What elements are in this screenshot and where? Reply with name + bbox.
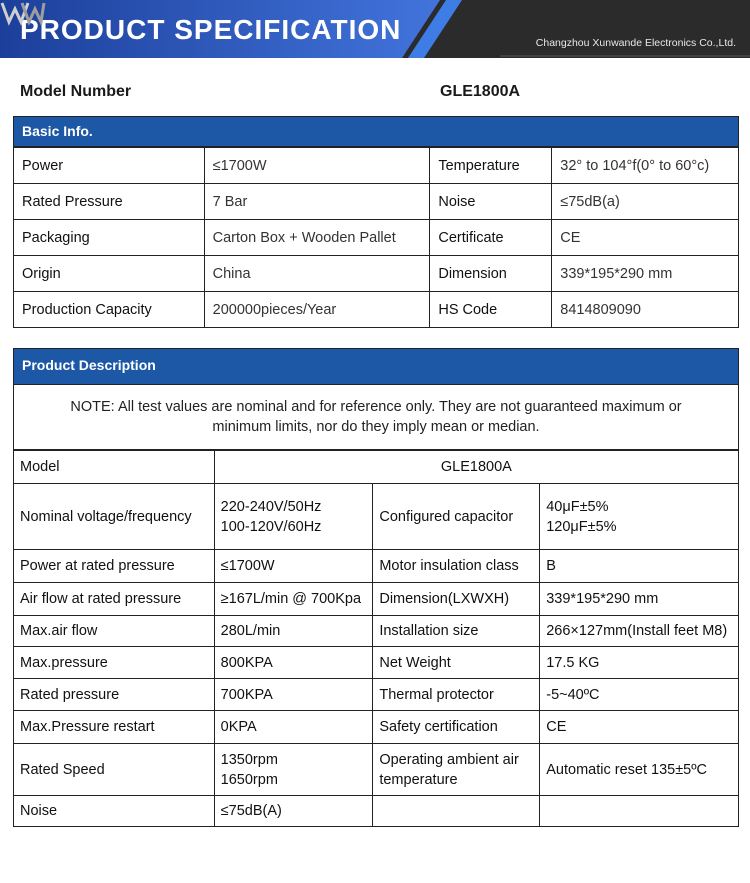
header-banner <box>0 0 750 58</box>
table-row <box>14 451 739 484</box>
cell-line: Net Weight <box>379 654 451 671</box>
spec-value <box>540 744 739 796</box>
spec-value: CE <box>552 220 739 256</box>
table-row <box>14 744 739 796</box>
spec-label <box>373 796 540 827</box>
model-number-row <box>20 83 730 105</box>
spec-value <box>540 616 739 647</box>
disclaimer-note <box>13 385 739 450</box>
cell-line: 800KPA <box>220 654 273 671</box>
spec-value <box>214 744 373 796</box>
spec-value: 7 Bar <box>204 184 430 220</box>
table-row <box>14 711 739 744</box>
cell-line: 220-240V/50Hz <box>220 498 322 515</box>
cell-line: Motor insulation class <box>379 558 519 574</box>
cell-line: 700KPA <box>220 686 273 703</box>
spec-label <box>373 583 540 616</box>
cell-line: CE <box>546 719 567 735</box>
cell-line: 339*195*290 mm <box>546 591 659 607</box>
cell-line: Rated Speed <box>20 761 105 778</box>
spec-label: HS Code <box>430 292 552 328</box>
spec-value: ≤1700W <box>204 148 430 184</box>
spec-label <box>14 616 215 647</box>
basic-info-table <box>13 147 739 328</box>
product-description-heading: Product Description <box>13 348 739 385</box>
cell-line: 1350rpm <box>220 751 278 768</box>
spec-value: ≤75dB(a) <box>552 184 739 220</box>
spec-label <box>373 616 540 647</box>
table-row <box>14 184 739 220</box>
cell-line: Max.pressure <box>20 654 108 671</box>
table-row <box>14 220 739 256</box>
cell-line: 40μF±5% <box>546 498 609 515</box>
cell-line: B <box>546 558 556 574</box>
spec-value <box>540 711 739 744</box>
spec-label: Noise <box>430 184 552 220</box>
spec-value <box>214 550 373 583</box>
spec-value: 200000pieces/Year <box>204 292 430 328</box>
xw-logo-icon <box>0 0 46 26</box>
table-row <box>14 647 739 679</box>
cell-line: Max.air flow <box>20 623 98 639</box>
spec-value <box>540 583 739 616</box>
cell-line: Operating ambient air <box>379 751 519 768</box>
cell-line: 1650rpm <box>220 771 278 788</box>
spec-value <box>214 616 373 647</box>
cell-line: Noise <box>20 803 58 819</box>
spec-label <box>373 744 540 796</box>
spec-label: Packaging <box>14 220 205 256</box>
cell-line: -5~40ºC <box>546 686 600 703</box>
spec-label <box>14 744 215 796</box>
page-title: PRODUCT SPECIFICATION <box>20 14 402 45</box>
cell-line: ≤1700W <box>220 558 275 574</box>
spec-value <box>214 647 373 679</box>
table-row <box>14 616 739 647</box>
basic-info-heading: Basic Info. <box>13 116 739 147</box>
spec-value: Carton Box + Wooden Pallet <box>204 220 430 256</box>
spec-label: Power <box>14 148 205 184</box>
spec-label <box>373 647 540 679</box>
spec-value <box>214 583 373 616</box>
spec-label <box>373 679 540 711</box>
spec-label <box>373 711 540 744</box>
model-number-value: GLE1800A <box>440 83 521 100</box>
spec-label: Dimension <box>430 256 552 292</box>
cell-line: Rated pressure <box>20 686 120 703</box>
cell-line: Configured capacitor <box>379 508 514 525</box>
table-row <box>14 679 739 711</box>
model-number-label: Model Number <box>20 83 132 100</box>
cell-line: Dimension(LXWXH) <box>379 591 510 607</box>
spec-label: Rated Pressure <box>14 184 205 220</box>
spec-label <box>14 583 215 616</box>
spec-value <box>214 679 373 711</box>
cell-line: Automatic reset 135±5ºC <box>546 761 707 778</box>
spec-value <box>214 711 373 744</box>
company-name: Changzhou Xunwande Electronics Co.,Ltd. <box>535 37 736 49</box>
cell-line: 0KPA <box>220 719 257 735</box>
spec-label <box>14 647 215 679</box>
table-row <box>14 484 739 550</box>
spec-value <box>540 647 739 679</box>
cell-line: 280L/min <box>220 623 281 639</box>
model-value: GLE1800A <box>214 451 738 484</box>
product-description-table <box>13 450 739 827</box>
spec-label: Origin <box>14 256 205 292</box>
cell-line: Thermal protector <box>379 686 494 703</box>
cell-line: Power at rated pressure <box>20 558 175 574</box>
note-line: NOTE: All test values are nominal and for reference only. They are not guaranteed maximum or <box>70 399 682 415</box>
spec-value <box>540 484 739 550</box>
cell-line: Max.Pressure restart <box>20 719 155 735</box>
spec-label <box>373 484 540 550</box>
note-line: minimum limits, nor do they imply mean or median. <box>212 419 540 435</box>
cell-line: Air flow at rated pressure <box>20 591 182 607</box>
spec-label: Production Capacity <box>14 292 205 328</box>
cell-line: ≥167L/min @ 700Kpa <box>220 591 362 607</box>
cell-line: 17.5 KG <box>546 654 600 671</box>
spec-label <box>14 796 215 827</box>
table-row <box>14 550 739 583</box>
table-row <box>14 796 739 827</box>
spec-value <box>540 679 739 711</box>
cell-line: Safety certification <box>379 719 498 735</box>
spec-value <box>214 484 373 550</box>
cell-line: Installation size <box>379 623 479 639</box>
cell-line: 266×127mm(Install feet M8) <box>546 623 728 639</box>
spec-value <box>540 550 739 583</box>
spec-label <box>14 711 215 744</box>
cell-line: ≤75dB(A) <box>220 803 282 819</box>
spec-label <box>373 550 540 583</box>
table-row <box>14 583 739 616</box>
spec-value <box>214 796 373 827</box>
spec-label <box>14 679 215 711</box>
model-label: Model <box>14 451 215 484</box>
cell-line: 120μF±5% <box>546 518 617 535</box>
spec-value: China <box>204 256 430 292</box>
spec-label <box>14 550 215 583</box>
spec-value <box>540 796 739 827</box>
table-row <box>14 292 739 328</box>
table-row <box>14 256 739 292</box>
cell-line: 100-120V/60Hz <box>220 518 322 535</box>
spec-label: Certificate <box>430 220 552 256</box>
cell-line: temperature <box>379 771 458 788</box>
spec-label: Temperature <box>430 148 552 184</box>
spec-value: 32° to 104°f(0° to 60°c) <box>552 148 739 184</box>
table-row <box>14 148 739 184</box>
spec-value: 8414809090 <box>552 292 739 328</box>
cell-line: Nominal voltage/frequency <box>20 508 192 525</box>
spec-value: 339*195*290 mm <box>552 256 739 292</box>
spec-label <box>14 484 215 550</box>
